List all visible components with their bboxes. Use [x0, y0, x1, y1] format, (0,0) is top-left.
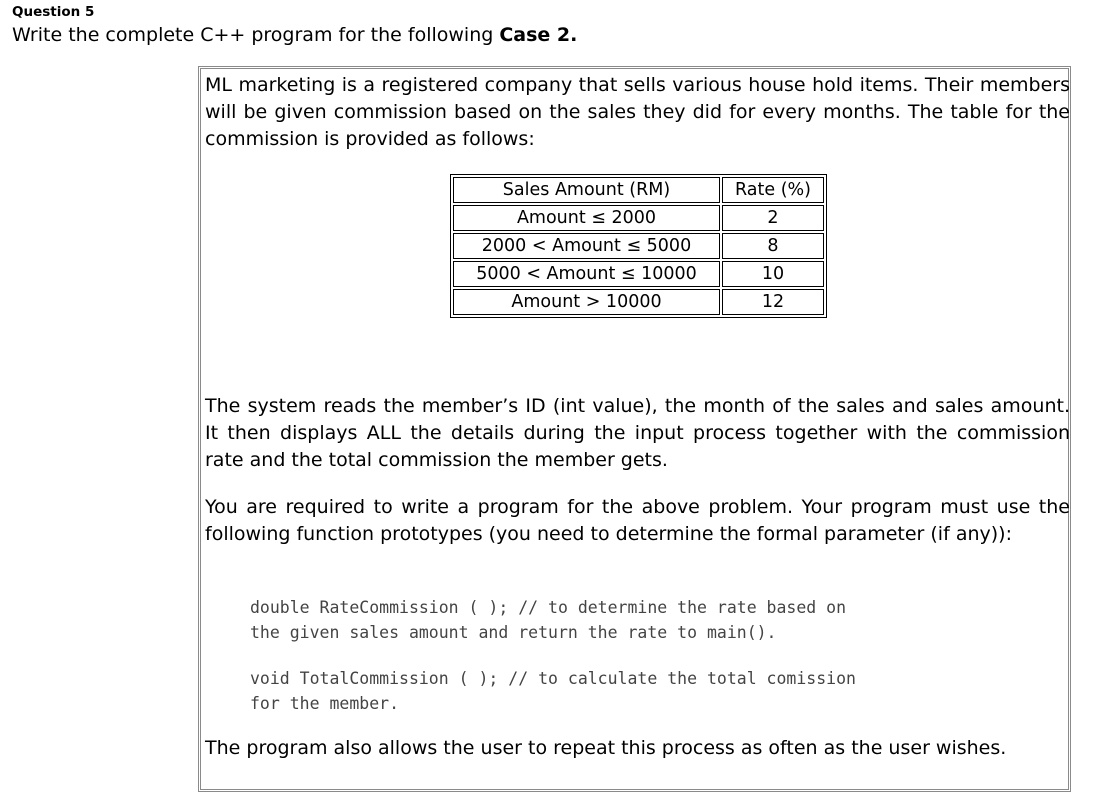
requirement-paragraph: You are required to write a program for the above problem. Your program must use the following function prototypes (you need to determine the formal parameter (if any)): — [205, 496, 1070, 545]
closing-paragraph: The program also allows the user to repeat this process as often as the user wishes. — [205, 737, 1007, 759]
table-cell-rate: 2 — [722, 205, 824, 231]
total-commission-prototype — [250, 666, 1070, 716]
case-intro-paragraph: ML marketing is a registered company that sells various house hold items. Their members will be given commission based on the sales they did for every months. The table for the commission is provided as follows: — [205, 74, 1070, 150]
case-description-box — [198, 66, 1071, 792]
code-line: void TotalCommission ( ); // to calculate the total comission — [250, 669, 856, 688]
table-cell-rate: 10 — [722, 261, 824, 287]
table-cell-rate: 12 — [722, 289, 824, 315]
table-header-row — [453, 177, 824, 203]
code-line: the given sales amount and return the rate to main(). — [250, 623, 777, 642]
header-rate: Rate (%) — [722, 177, 824, 203]
rate-commission-prototype — [250, 595, 1070, 645]
commission-rate-table — [450, 174, 827, 318]
table-cell-amount: Amount > 10000 — [453, 289, 720, 315]
case-name: Case 2. — [499, 24, 578, 46]
header-sales-amount: Sales Amount (RM) — [453, 177, 720, 203]
instruction-text: Write the complete C++ program for the following — [12, 24, 494, 46]
system-description-paragraph: The system reads the member’s ID (int value), the month of the sales and sales amount. It then displays ALL the details during the input process together with the commission rate and the total commission the member gets. — [205, 395, 1070, 471]
table-row — [453, 261, 824, 287]
code-line: double RateCommission ( ); // to determine the rate based on — [250, 598, 847, 617]
table-cell-amount: 5000 < Amount ≤ 10000 — [453, 261, 720, 287]
table-row — [453, 289, 824, 315]
table-row — [453, 233, 824, 259]
code-line: for the member. — [250, 694, 400, 713]
table-cell-rate: 8 — [722, 233, 824, 259]
table-cell-amount: 2000 < Amount ≤ 5000 — [453, 233, 720, 259]
table-cell-amount: Amount ≤ 2000 — [453, 205, 720, 231]
question-number: Question 5 — [12, 4, 95, 20]
question-instruction — [12, 24, 577, 46]
table-row — [453, 205, 824, 231]
